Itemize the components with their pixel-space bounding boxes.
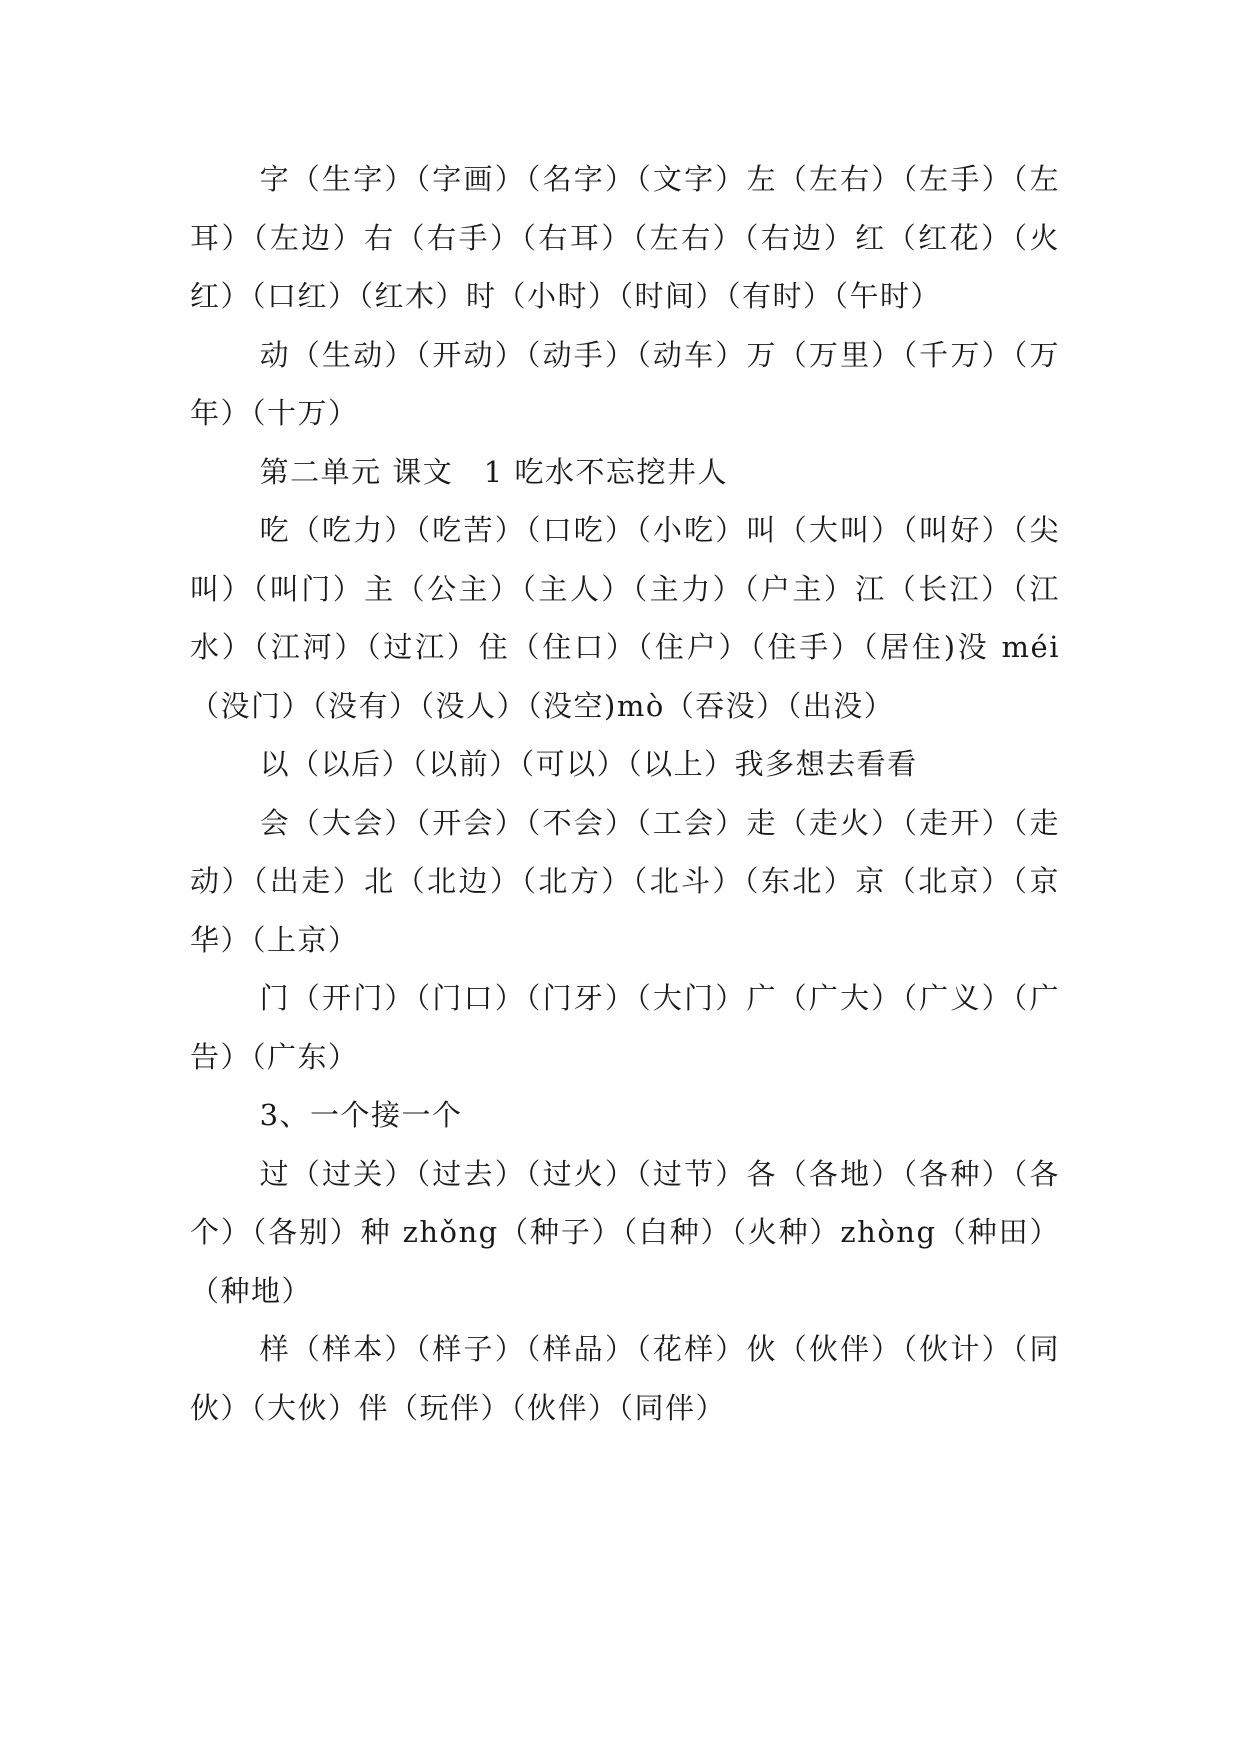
paragraph-words-zi-zuo-you-hong-shi: 字（生字）（字画）（名字）（文字）左（左右）（左手）（左耳）（左边）右（右手）（右耳）（左右）（右边）红（红花）（火红）（口红）（红木）时（小时）（时间）（有时）（午时）	[190, 162, 1060, 313]
section-heading-unit-two: 第二单元 课文 1 吃水不忘挖井人	[259, 454, 728, 489]
paragraph-words-chi-jiao-zhu-jiang-zhu-mei: 吃（吃力）（吃苦）（口吃）（小吃）叫（大叫）（叫好）（尖叫）（叫门）主（公主）（主人）（主力）（户主）江（长江）（江水）（江河）（过江）住（住口）（住户）（住手）（居住)没 méi（没门）（没有）（没人）（没空)mò（吞没）（出没）	[190, 513, 1060, 723]
paragraph-words-men-guang: 门（开门）（门口）（门牙）（大门）广（广大）（广义）（广告）（广东）	[190, 981, 1060, 1074]
section-heading-lesson-three: 3、一个接一个	[259, 1098, 463, 1132]
paragraph-words-yang-huo-ban: 样（样本）（样子）（样品）（花样）伙（伙伴）（伙计）（同伙）（大伙）伴（玩伴）（伙伴）（同伴）	[190, 1332, 1060, 1425]
document-page	[190, 150, 1060, 1437]
paragraph-words-hui-zou-bei-jing: 会（大会）（开会）（不会）（工会）走（走火）（走开）（走动）（出走）北（北边）（北方）（北斗）（东北）京（北京）（京华）（上京）	[190, 805, 1060, 957]
paragraph-words-guo-ge-zhong: 过（过关）（过去）（过火）（过节）各（各地）（各种）（各个）（各别）种 zhǒng（种子）（白种）（火种）zhòng（种田）（种地）	[190, 1156, 1060, 1308]
paragraph-words-dong-wan: 动（生动）（开动）（动手）（动车）万（万里）（千万）（万年）（十万）	[190, 337, 1060, 430]
paragraph-words-yi: 以（以后）（以前）（可以）（以上）我多想去看看	[259, 747, 918, 781]
